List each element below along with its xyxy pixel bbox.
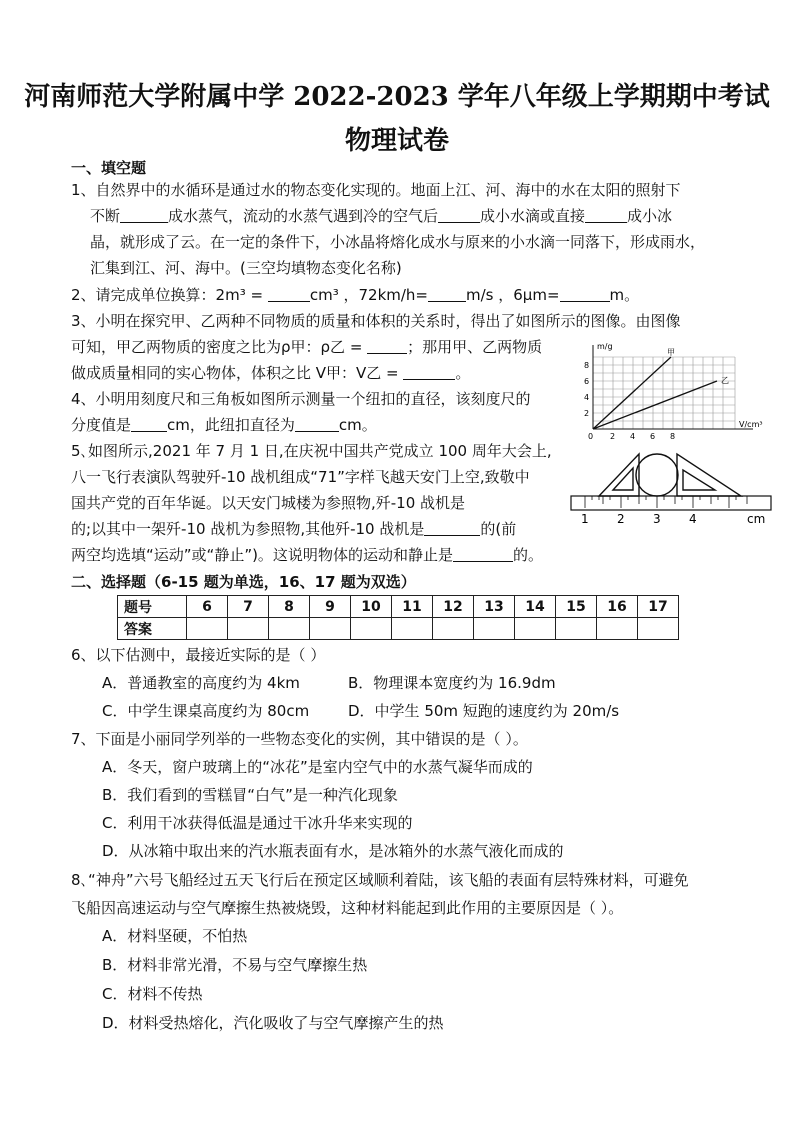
answer-table-header-row	[118, 596, 679, 618]
q5-line2: 八一飞行表演队驾驶歼-10 战机组成“71”字样飞越天安门上空,致敬中	[71, 468, 530, 486]
q2-line: 2、请完成单位换算：2m³ = cm³ ，72km/h= m/s ，6μm= m。	[71, 286, 640, 304]
answer-table-label: 题号	[118, 596, 187, 618]
q8-option-c[interactable]: C．材料不传热	[102, 985, 203, 1003]
q7-option-b[interactable]: B．我们看到的雪糕冒“白气”是一种汽化现象	[102, 786, 398, 804]
answer-cell[interactable]	[597, 618, 638, 640]
x-tick: 2	[610, 432, 616, 441]
label-yi: 乙	[721, 376, 729, 385]
triangle-left	[599, 454, 639, 496]
ruler-figure	[565, 448, 780, 540]
ruler-ticks	[585, 496, 747, 508]
q1-blank1[interactable]	[120, 207, 168, 223]
x-tick: 0	[588, 432, 594, 441]
ruler-tick-label: 4	[689, 512, 697, 526]
q5-blank2[interactable]	[424, 520, 480, 536]
answer-cell[interactable]	[556, 618, 597, 640]
x-tick: 8	[670, 432, 676, 441]
q4-blank2[interactable]	[295, 416, 339, 432]
q5-line5: 两空均选填“运动”或“静止”)。这说明物体的运动和静止是 的。	[71, 546, 543, 564]
q1-line1: 1、自然界中的水循环是通过水的物态变化实现的。地面上江、河、海中的水在太阳的照射下	[71, 181, 681, 199]
answer-cell[interactable]	[433, 618, 474, 640]
q4-line1: 4、小明用刻度尺和三角板如图所示测量一个纽扣的直径，该刻度尺的	[71, 390, 531, 408]
q4-blank1[interactable]	[131, 416, 167, 432]
answer-cell[interactable]	[269, 618, 310, 640]
q6-option-c[interactable]: C．中学生课桌高度约为 80cm	[102, 702, 310, 720]
y-tick: 8	[584, 361, 590, 370]
triangle-right	[677, 454, 741, 496]
q1-blank3[interactable]	[585, 207, 627, 223]
q1-line4: 汇集到江、河、海中。(三空均填物态变化名称)	[90, 259, 402, 277]
section2-heading: 二、选择题（6-15 题为单选，16、17 题为双选）	[71, 573, 416, 591]
q8-line2: 飞船因高速运动与空气摩擦生热被烧毁，这种材料能起到此作用的主要原因是（ ）。	[71, 899, 624, 917]
answer-table	[117, 595, 679, 640]
y-tick: 6	[584, 377, 590, 386]
q5-blank3[interactable]	[453, 546, 513, 562]
ruler-tick-label: 1	[581, 512, 589, 526]
x-tick: 4	[630, 432, 636, 441]
question-number: 6	[187, 596, 228, 618]
button-circle	[636, 454, 678, 496]
q2-blank1[interactable]	[268, 286, 310, 302]
question-number: 8	[269, 596, 310, 618]
question-number: 14	[515, 596, 556, 618]
question-number: 11	[392, 596, 433, 618]
answer-table-answer-row	[118, 618, 679, 640]
y-tick: 2	[584, 409, 590, 418]
x-axis-label: V/cm³	[739, 420, 763, 429]
answer-cell[interactable]	[310, 618, 351, 640]
q3-blank1[interactable]	[367, 338, 407, 354]
q3-line3: 做成质量相同的实心物体，体积之比 V甲：V乙 = 。	[71, 364, 471, 382]
q8-line1: 8､“神舟”六号飞船经过五天飞行后在预定区域顺利着陆，该飞船的表面有层特殊材料，可避免	[71, 871, 689, 889]
q6-stem: 6、以下估测中，最接近实际的是（ ）	[71, 646, 326, 664]
ruler-tick-label: 3	[653, 512, 661, 526]
q5-line4: 的;以其中一架歼-10 战机为参照物,其他歼-10 战机是 的(前	[71, 520, 517, 538]
q8-option-b[interactable]: B．材料非常光滑，不易与空气摩擦生热	[102, 956, 368, 974]
q1-blank2[interactable]	[438, 207, 480, 223]
y-axis-label: m/g	[597, 342, 613, 351]
q2-blank3[interactable]	[560, 286, 610, 302]
answer-cell[interactable]	[638, 618, 679, 640]
answer-cell[interactable]	[187, 618, 228, 640]
answer-row-label: 答案	[118, 618, 187, 640]
question-number: 10	[351, 596, 392, 618]
density-graph	[575, 335, 765, 445]
q7-option-d[interactable]: D．从冰箱中取出来的汽水瓶表面有水，是冰箱外的水蒸气液化而成的	[102, 842, 564, 860]
question-number: 15	[556, 596, 597, 618]
q4-line2: 分度值是 cm，此纽扣直径为 cm。	[71, 416, 377, 434]
section1-heading: 一、填空题	[71, 159, 147, 177]
q3-line2: 可知，甲乙两物质的密度之比为ρ甲：ρ乙 = ；那用甲、乙两物质	[71, 338, 543, 356]
question-number: 16	[597, 596, 638, 618]
question-number: 12	[433, 596, 474, 618]
exam-subject-title: 物理试卷	[344, 126, 449, 156]
q3-blank2[interactable]	[403, 364, 455, 380]
q8-option-a[interactable]: A．材料坚硬，不怕热	[102, 927, 248, 945]
q8-option-d[interactable]: D．材料受热熔化，汽化吸收了与空气摩擦产生的热	[102, 1014, 444, 1032]
q5-line1: 5､如图所示,2021 年 7 月 1 日,在庆祝中国共产党成立 100 周年大会上,	[71, 442, 552, 460]
q6-option-b[interactable]: B．物理课本宽度约为 16.9dm	[348, 674, 556, 692]
ruler-body	[571, 496, 771, 510]
answer-cell[interactable]	[351, 618, 392, 640]
question-number: 7	[228, 596, 269, 618]
ruler-tick-label: 2	[617, 512, 625, 526]
answer-cell[interactable]	[392, 618, 433, 640]
question-number: 17	[638, 596, 679, 618]
q7-option-a[interactable]: A．冬天，窗户玻璃上的“冰花”是室内空气中的水蒸气凝华而成的	[102, 758, 533, 776]
q1-line2: 不断 成水蒸气，流动的水蒸气遇到冷的空气后 成小水滴或直接 成小冰	[90, 207, 673, 225]
question-number: 9	[310, 596, 351, 618]
answer-cell[interactable]	[228, 618, 269, 640]
ruler-unit: cm	[747, 512, 766, 526]
q6-option-d[interactable]: D．中学生 50m 短跑的速度约为 20m/s	[348, 702, 620, 720]
answer-cell[interactable]	[474, 618, 515, 640]
q7-option-c[interactable]: C．利用干冰获得低温是通过干冰升华来实现的	[102, 814, 413, 832]
answer-cell[interactable]	[515, 618, 556, 640]
line-jia	[593, 357, 671, 429]
question-number: 13	[474, 596, 515, 618]
q5-line3: 国共产党的百年华诞。以天安门城楼为参照物,歼-10 战机是	[71, 494, 466, 512]
q1-line3: 晶，就形成了云。在一定的条件下，小冰晶将熔化成水与原来的小水滴一同落下，形成雨水，	[90, 233, 706, 251]
q7-stem: 7、下面是小丽同学列举的一些物态变化的实例，其中错误的是（ ）。	[71, 730, 528, 748]
exam-title: 河南师范大学附属中学 2022-2023 学年八年级上学期期中考试	[24, 82, 770, 112]
y-tick: 4	[584, 393, 590, 402]
graph-grid	[593, 357, 735, 429]
q3-line1: 3、小明在探究甲、乙两种不同物质的质量和体积的关系时，得出了如图所示的图像。由图像	[71, 312, 681, 330]
q2-blank2[interactable]	[428, 286, 466, 302]
q6-option-a[interactable]: A．普通教室的高度约为 4km	[102, 674, 300, 692]
label-jia: 甲	[667, 348, 675, 357]
x-tick: 6	[650, 432, 656, 441]
